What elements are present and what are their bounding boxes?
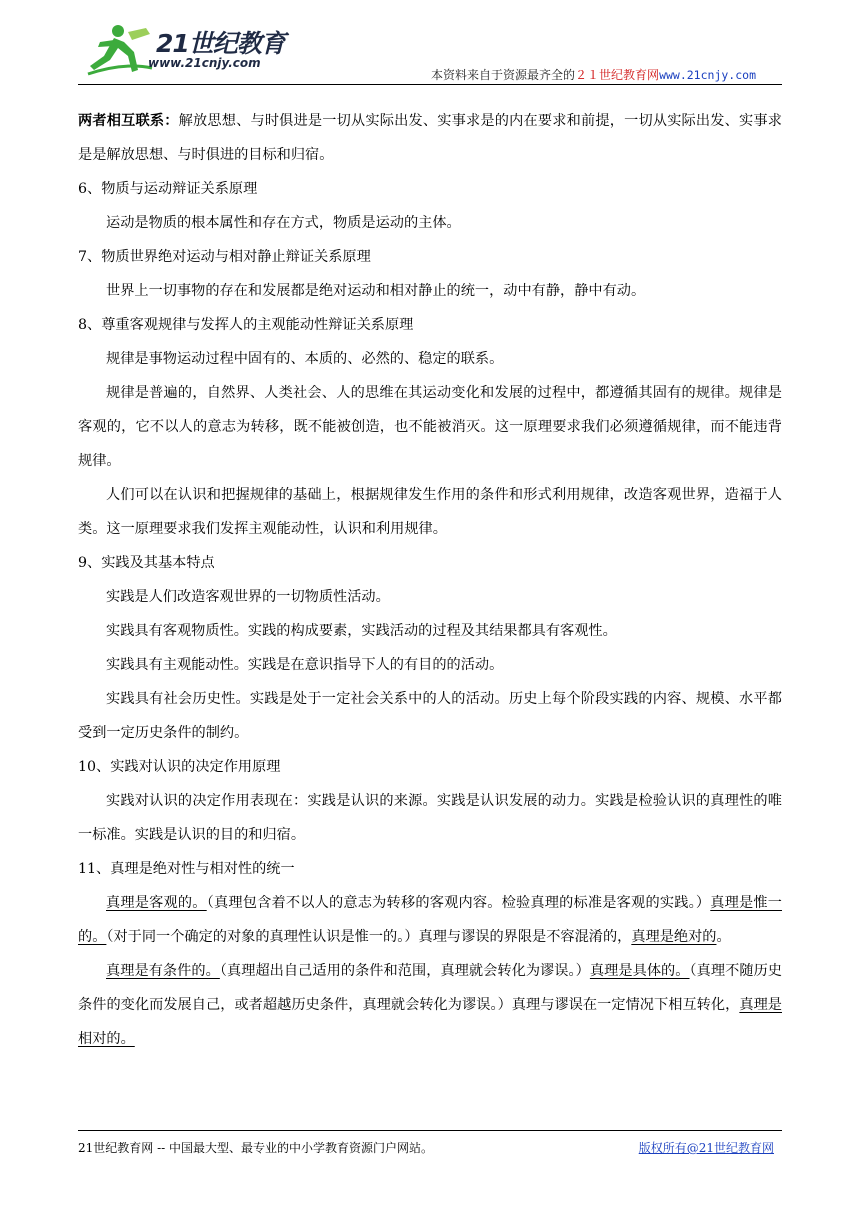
paragraph: 实践对认识的决定作用表现在：实践是认识的来源。实践是认识发展的动力。实践是检验认识的真理性的唯一标准。实践是认识的目的和归宿。 <box>78 793 782 843</box>
paragraph: 规律是普遍的，自然界、人类社会、人的思维在其运动变化和发展的过程中，都遵循其固有的规律。规律是客观的，它不以人的意志为转移，既不能被创造，也不能被消灭。这一原理要求我们必须遵循规律，而不能违背规律。 <box>78 385 782 469</box>
page-footer <box>78 1130 782 1159</box>
paragraph: 规律是事物运动过程中固有的、本质的、必然的、稳定的联系。 <box>106 351 504 367</box>
paragraph: 人们可以在认识和把握规律的基础上，根据规律发生作用的条件和形式利用规律，改造客观世界，造福于人类。这一原理要求我们发挥主观能动性，认识和利用规律。 <box>78 487 782 537</box>
site-logo <box>84 22 294 78</box>
paragraph: 实践是人们改造客观世界的一切物质性活动。 <box>106 589 390 605</box>
run-0: 真理是客观的。 <box>106 895 207 911</box>
section-heading-9: 9、实践及其基本特点 <box>78 555 215 571</box>
section-heading-8: 8、尊重客观规律与发挥人的主观能动性辩证关系原理 <box>78 317 414 333</box>
run-5: 。 <box>716 929 731 945</box>
paragraph-relation <box>78 104 782 172</box>
run-2: 真理是具体的。 <box>589 963 690 979</box>
paragraph-text: 解放思想、与时俱进是一切从实际出发、实事求是的内在要求和前提，一切从实际出发、实事求是是解放思想、与时俱进的目标和归宿。 <box>78 113 782 163</box>
section-heading-6: 6、物质与运动辩证关系原理 <box>78 181 258 197</box>
source-prefix: 本资料来自于资源最齐全的 <box>431 68 576 82</box>
paragraph-truth-relative <box>78 954 782 1056</box>
footer-text: 21世纪教育网 -- 中国最大型、最专业的中小学教育资源门户网站。 <box>78 1141 434 1155</box>
run-4: 真理是相对的。 <box>78 997 782 1047</box>
paragraph: 实践具有社会历史性。实践是处于一定社会关系中的人的活动。历史上每个阶段实践的内容、规模、水平都受到一定历史条件的制约。 <box>78 691 782 741</box>
paragraph: 实践具有客观物质性。实践的构成要素，实践活动的过程及其结果都具有客观性。 <box>106 623 617 639</box>
page-header <box>78 22 782 85</box>
run-4: 真理是绝对的 <box>631 929 717 945</box>
paragraph-truth-absolute <box>78 886 782 954</box>
section-heading-11: 11、真理是绝对性与相对性的统一 <box>78 861 295 877</box>
paragraph: 运动是物质的根本属性和存在方式，物质是运动的主体。 <box>106 215 461 231</box>
paragraph: 世界上一切事物的存在和发展都是绝对运动和相对静止的统一，动中有静，静中有动。 <box>106 283 646 299</box>
run-2: 真理是惟一的。 <box>78 895 782 945</box>
section-heading-7: 7、物质世界绝对运动与相对静止辩证关系原理 <box>78 249 371 265</box>
logo-url: www.21cnjy.com <box>148 56 261 70</box>
run-3: （真理不随历史条件的变化而发展自己，或者超越历史条件，真理就会转化为谬误。）真理与谬误在一定情况下相互转化， <box>78 963 782 1013</box>
run-1: （真理包含着不以人的意志为转移的客观内容。检验真理的标准是客观的实践。） <box>206 895 711 911</box>
source-site: ２１世纪教育网 <box>575 68 660 82</box>
runner-icon <box>84 22 154 78</box>
document-body <box>78 104 782 1056</box>
source-note <box>431 66 756 83</box>
paragraph: 实践具有主观能动性。实践是在意识指导下人的有目的的活动。 <box>106 657 504 673</box>
copyright-link[interactable]: 版权所有@21世纪教育网 <box>638 1141 774 1155</box>
logo-text: 21世纪教育 <box>156 29 285 58</box>
run-1: （真理超出自己适用的条件和范围，真理就会转化为谬误。） <box>219 963 590 979</box>
section-heading-10: 10、实践对认识的决定作用原理 <box>78 759 281 775</box>
run-0: 真理是有条件的。 <box>106 963 220 979</box>
run-3: （对于同一个确定的对象的真理性认识是惟一的。）真理与谬误的界限是不容混淆的， <box>106 929 632 945</box>
source-url[interactable]: www.21cnjy.com <box>659 68 756 82</box>
bold-lead: 两者相互联系： <box>78 113 179 129</box>
